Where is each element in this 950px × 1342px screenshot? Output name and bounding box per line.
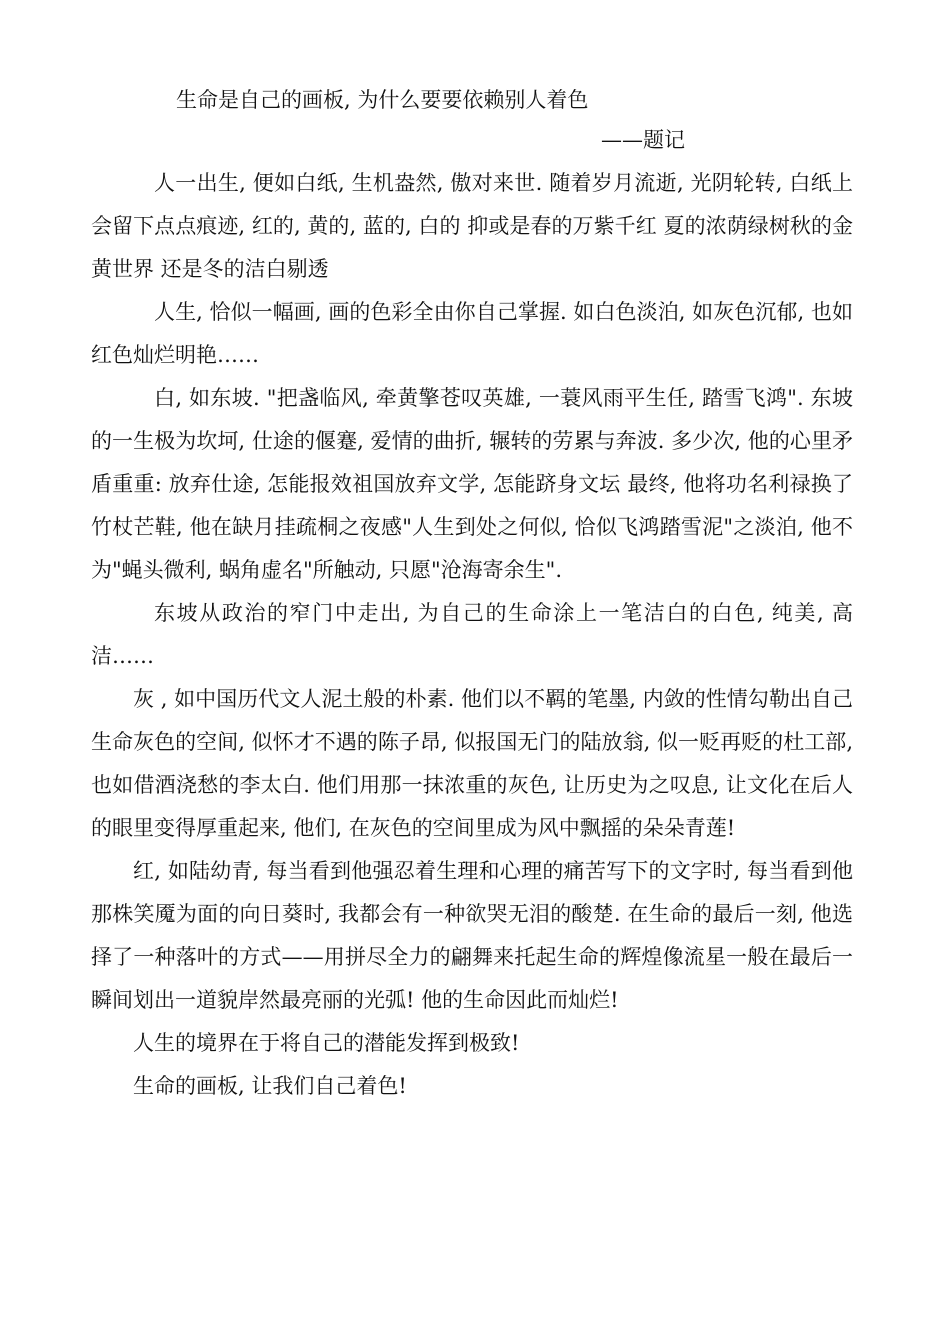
epigraph: 生命是自己的画板, 为什么要要依赖别人着色 xyxy=(176,88,589,112)
paragraph-realm: 人生的境界在于将自己的潜能发挥到极致! xyxy=(133,1031,520,1055)
paragraph-intro: 人一出生, 便如白纸, 生机盎然, 傲对来世. 随着岁月流逝, 光阴轮转, 白纸上会留下点点痕迹, 红的, 黄的, 蓝的, 白的 抑或是春的万紫千红 夏的浓荫绿树秋的金黄世界 还是冬的洁白剔透 xyxy=(91,171,853,281)
paragraph-dongpo-summary: 东坡从政治的窄门中走出, 为自己的生命涂上一笔洁白的白色, 纯美, 高洁…… xyxy=(91,601,853,668)
document-page xyxy=(91,80,853,1108)
paragraph-red: 红, 如陆幼青, 每当看到他强忍着生理和心理的痛苦写下的文字时, 每当看到他那株笑魇为面的向日葵时, 我都会有一种欲哭无泪的酸楚. 在生命的最后一刻, 他选择了一种落叶的方式——用拼尽全力的翩舞来托起生命的辉煌像流星一般在最后一瞬间划出一道貌岸然最亮丽的光弧! 他的生命因此而灿烂! xyxy=(91,859,853,1012)
paragraph-white-dongpo: 白, 如东坡. "把盏临风, 牵黄擎苍叹英雄, 一蓑风雨平生任, 踏雪飞鸿". 东坡的一生极为坎坷, 仕途的偃蹇, 爱情的曲折, 辗转的劳累与奔波. 多少次, 他的心里矛盾重重: 放弃仕途, 怎能报效祖国放弃文学, 怎能跻身文坛 最终, 他将功名利禄换了竹杖芒鞋, 他在缺月挂疏桐之夜感"人生到处之何似, 恰似飞鸿踏雪泥"之淡泊, 他不为"蝇头微利, 蜗角虚名"所触动, 只愿"沧海寄余生". xyxy=(91,386,853,582)
paragraph-grey: 灰 , 如中国历代文人泥土般的朴素. 他们以不羁的笔墨, 内敛的性情勾勒出自己生命灰色的空间, 似怀才不遇的陈子昂, 似报国无门的陆放翁, 似一贬再贬的杜工部, 也如借酒浇愁的李太白. 他们用那一抹浓重的灰色, 让历史为之叹息, 让文化在后人的眼里变得厚重起来, 他们, 在灰色的空间里成为风中飘摇的朵朵青莲! xyxy=(91,687,853,840)
paragraph-closing: 生命的画板, 让我们自己着色! xyxy=(133,1074,407,1098)
epigraph-attribution: ——题记 xyxy=(601,128,685,152)
paragraph-life-painting: 人生, 恰似一幅画, 画的色彩全由你自己掌握. 如白色淡泊, 如灰色沉郁, 也如红色灿烂明艳…… xyxy=(91,300,853,367)
